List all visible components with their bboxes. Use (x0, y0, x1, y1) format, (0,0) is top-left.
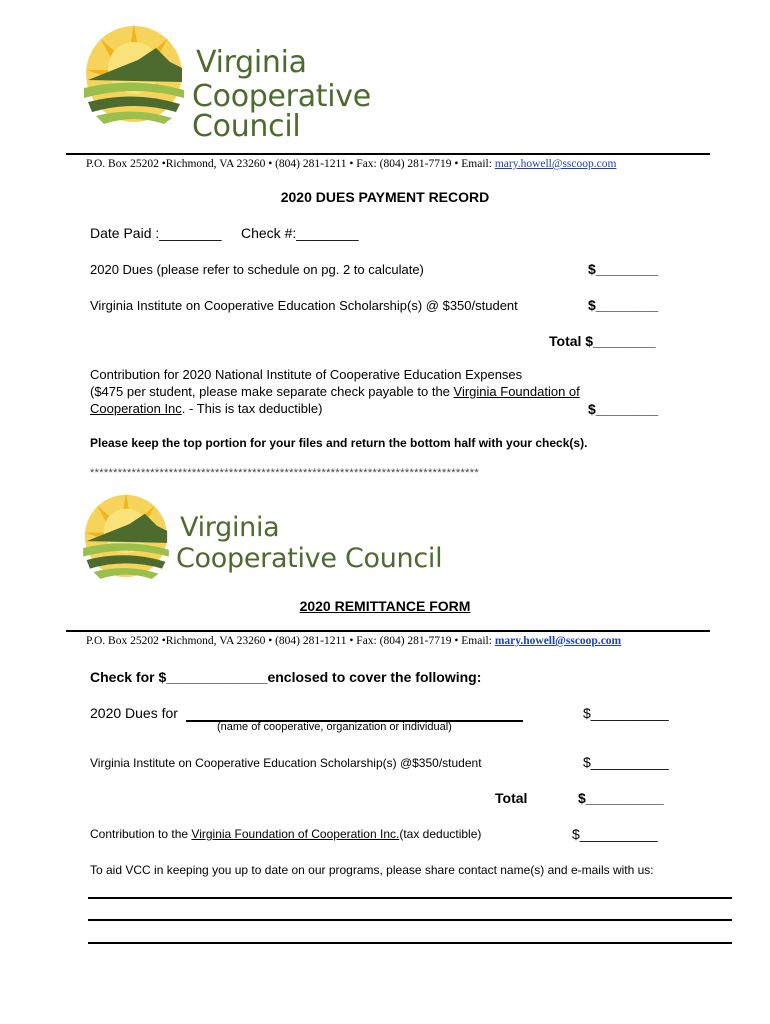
contact-line-top (86, 158, 616, 170)
contribution-pre-text: Contribution to the (90, 827, 192, 841)
contribution-line1: Contribution for 2020 National Institute of Cooperative Education Expenses (90, 367, 523, 382)
contact-line-1[interactable] (88, 897, 732, 899)
check-number-field[interactable]: Check #:________ (241, 225, 359, 241)
remit-total-label: Total (495, 790, 528, 806)
contact-prompt: To aid VCC in keeping you up to date on our programs, please share contact name(s) and e-mails with us: (90, 863, 654, 877)
field-rows-icon (83, 543, 169, 579)
keep-portion-note: Please keep the top portion for your files and return the bottom half with your check(s). (90, 436, 588, 450)
dues-amount-field[interactable]: $________ (588, 261, 659, 277)
brand-line2: Cooperative Council (192, 79, 371, 144)
cut-separator: ************************************************************************************ (90, 467, 479, 479)
date-paid-field[interactable]: Date Paid :________ (90, 225, 222, 241)
contribution-post-text: (tax deductible) (399, 827, 482, 841)
check-for-field[interactable]: Check for $_____________enclosed to cover the following: (90, 669, 482, 685)
vcc-logo-top (78, 18, 478, 144)
name-hint: (name of cooperative, organization or individual) (217, 721, 452, 733)
foundation-link-part1[interactable]: Virginia Foundation of (453, 384, 580, 399)
remit-scholarship-amount-field[interactable]: $__________ (583, 754, 669, 770)
dues-total-field[interactable]: Total $________ (549, 333, 656, 349)
remit-contribution-amount-field[interactable]: $__________ (572, 826, 658, 842)
foundation-link[interactable]: Virginia Foundation of Cooperation Inc. (191, 827, 400, 841)
header-rule-top (66, 153, 710, 155)
contribution-line2 (90, 384, 580, 399)
dues-for-label: 2020 Dues for (90, 705, 178, 721)
contribution-amount-field[interactable]: $________ (588, 401, 659, 417)
dues-record-title: 2020 DUES PAYMENT RECORD (280, 189, 490, 205)
vcc-emblem (78, 18, 190, 130)
email-link[interactable]: mary.howell@sscoop.com (494, 158, 617, 170)
remit-scholarship-label: Virginia Institute on Cooperative Education Scholarship(s) @$350/student (90, 756, 482, 770)
remit-contribution-line (90, 827, 481, 841)
dues-label: 2020 Dues (please refer to schedule on pg. 2 to calculate) (90, 262, 424, 277)
remit-dues-amount-field[interactable]: $__________ (583, 705, 669, 721)
contribution-line3 (90, 401, 322, 416)
remittance-title-text: 2020 REMITTANCE FORM (299, 598, 471, 614)
scholarship-label: Virginia Institute on Cooperative Education Scholarship(s) @ $350/student (90, 298, 518, 313)
brand-line1: Virginia (196, 45, 307, 80)
foundation-link-part2[interactable]: Cooperation Inc (90, 401, 182, 416)
contribution-line2-text: ($475 per student, please make separate check payable to the (90, 384, 454, 399)
vcc-logo-bottom (78, 488, 478, 588)
remittance-title (0, 598, 770, 614)
contact-line-bottom (86, 635, 621, 647)
remit-total-amount-field[interactable]: $__________ (578, 790, 664, 806)
address-text: P.O. Box 25202 •Richmond, VA 23260 • (804) 281-1211 • Fax: (804) 281-7719 • Email: (86, 158, 495, 170)
header-rule-bottom (66, 630, 710, 632)
contribution-line3-text: . - This is tax deductible) (181, 401, 323, 416)
address-text: P.O. Box 25202 •Richmond, VA 23260 • (804) 281-1211 • Fax: (804) 281-7719 • Email: (86, 635, 495, 647)
email-link[interactable]: mary.howell@sscoop.com (494, 635, 622, 647)
brand-line2: Cooperative Council (176, 543, 443, 574)
vcc-emblem (78, 488, 174, 584)
brand-line1: Virginia (180, 512, 280, 543)
contact-line-3[interactable] (88, 942, 732, 944)
scholarship-amount-field[interactable]: $________ (588, 297, 659, 313)
contact-line-2[interactable] (88, 919, 732, 921)
field-rows-icon (84, 82, 184, 124)
